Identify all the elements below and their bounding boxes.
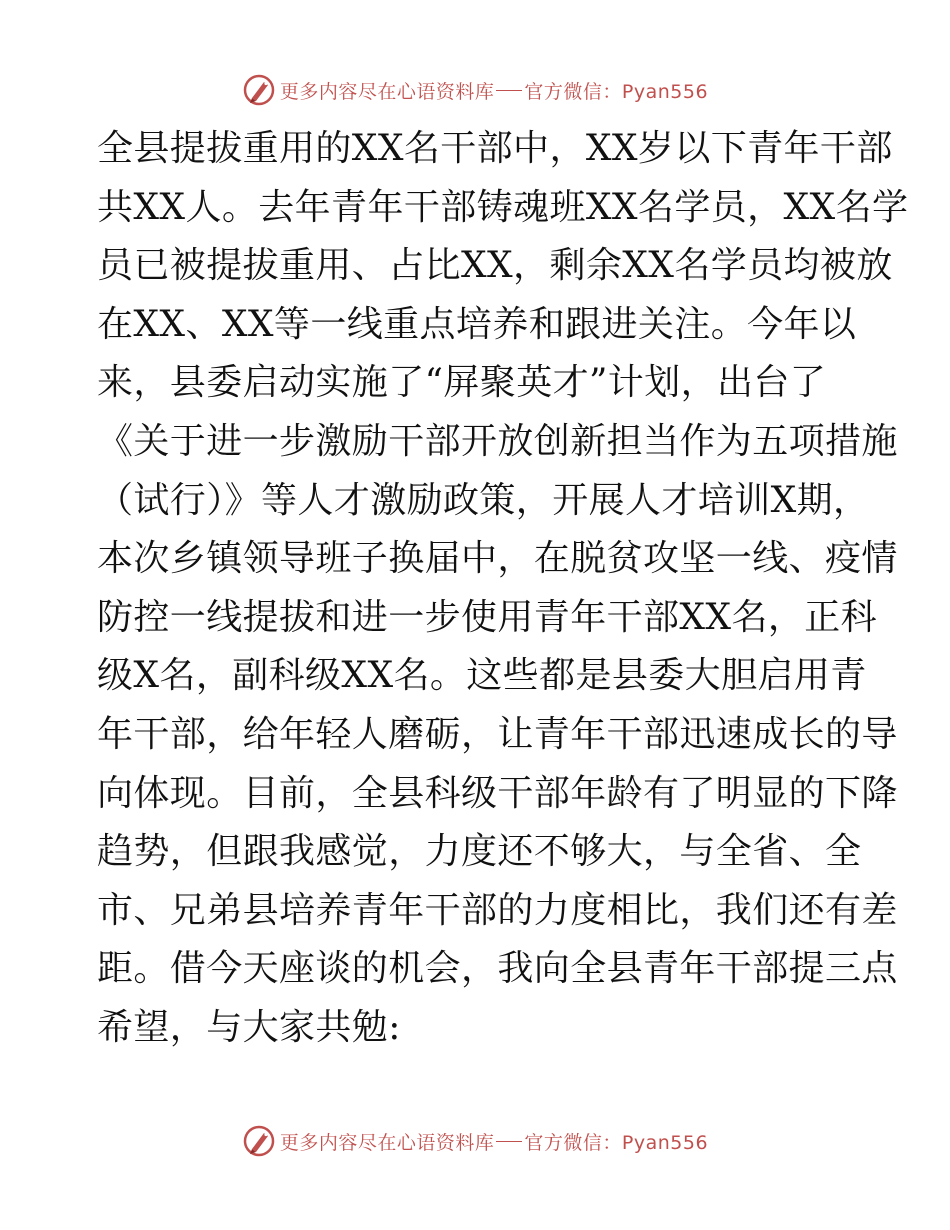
footer-site-text: 更多内容尽在心语资料库	[279, 1131, 495, 1154]
document-body	[97, 120, 909, 1058]
header-wechat-text: 官方微信：Pyan556	[524, 80, 709, 103]
body-line: 来，县委启动实施了“屏聚英才”计划，出台了	[97, 362, 827, 404]
pen-logo-icon	[242, 1124, 276, 1158]
body-line: 本次乡镇领导班子换届中，在脱贫攻坚一线、疫情	[97, 538, 898, 580]
body-line: 市、兄弟县培养青年干部的力度相比，我们还有差	[97, 889, 898, 931]
body-line: 距。借今天座谈的机会，我向全县青年干部提三点	[97, 948, 898, 990]
pen-logo-icon	[242, 73, 276, 107]
body-line: 全县提拔重用的XX名干部中，XX岁以下青年干部	[97, 128, 893, 169]
body-line: 趋势，但跟我感觉，力度还不够大，与全省、全	[97, 831, 862, 873]
header-separator	[496, 90, 522, 91]
footer-watermark-banner	[0, 1121, 950, 1161]
footer-separator	[496, 1141, 522, 1142]
body-line: 希望，与大家共勉:	[97, 1006, 401, 1048]
body-line: 共XX人。去年青年干部铸魂班XX名学员，XX名学	[97, 186, 909, 228]
body-line: 《关于进一步激励干部开放创新担当作为五项措施	[97, 420, 898, 462]
body-line: 防控一线提拔和进一步使用青年干部XX名，正科	[97, 596, 878, 638]
body-line: （试行）》等人才激励政策，开展人才培训X期，	[97, 479, 870, 521]
body-line: 在XX、XX等一线重点培养和跟进关注。今年以	[97, 303, 857, 345]
body-line: 员已被提拔重用、占比XX，剩余XX名学员均被放	[97, 245, 893, 287]
header-watermark-banner	[0, 70, 950, 110]
footer-wechat-text: 官方微信：Pyan556	[524, 1131, 709, 1154]
header-site-text: 更多内容尽在心语资料库	[279, 80, 495, 103]
body-line: 级X名，副科级XX名。这些都是县委大胆启用青	[97, 655, 867, 697]
body-line: 年干部，给年轻人磨砺，让青年干部迅速成长的导	[97, 713, 898, 755]
body-line: 向体现。目前，全县科级干部年龄有了明显的下降	[97, 772, 898, 814]
